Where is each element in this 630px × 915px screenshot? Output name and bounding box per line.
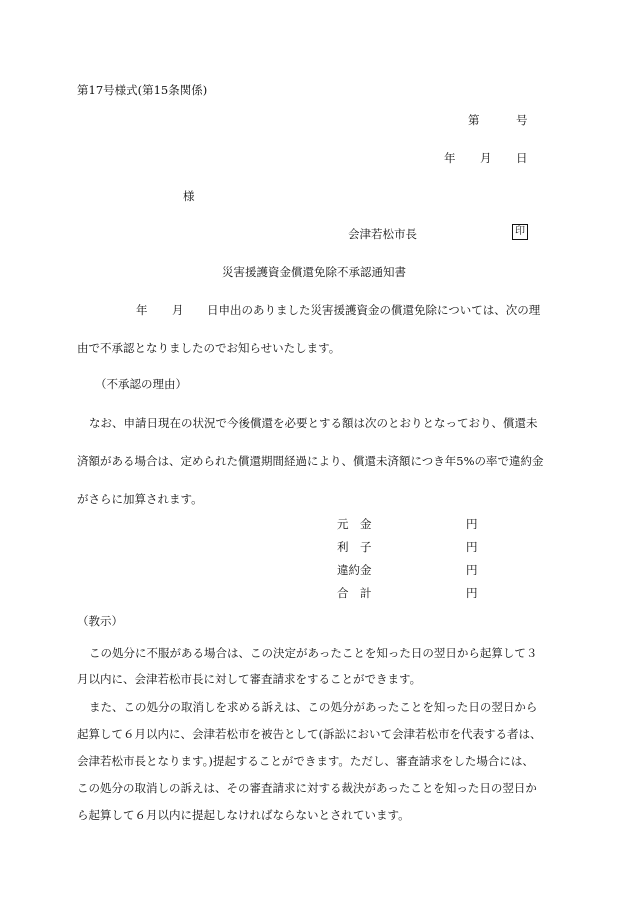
amount-unit: 円 (466, 586, 478, 600)
note-line-1: なお、申請日現在の状況で今後償還を必要とする額は次のとおりとなっており、償還未 (89, 416, 538, 430)
intro-line-2: 由で不承認となりましたのでお知らせいたします。 (77, 341, 341, 355)
reason-heading: （不承認の理由） (95, 377, 187, 391)
date-month: 月 (480, 151, 492, 165)
amount-unit: 円 (466, 540, 478, 554)
document-title: 災害援護資金償還免除不承認通知書 (222, 265, 406, 279)
date-year: 年 (444, 151, 456, 165)
intro-line-1: 日申出のありました災害援護資金の償還免除については、次の理 (207, 303, 541, 317)
date-day: 日 (516, 151, 528, 165)
instruction-line-7: ら起算して６月以内に提起しなければならないとされています。 (77, 808, 410, 822)
amount-label: 違約金 (337, 563, 372, 577)
intro-month: 月 (172, 303, 184, 317)
addressee-sama: 様 (183, 189, 195, 203)
instruction-line-1: この処分に不服がある場合は、この決定があったことを知った日の翌日から起算して３ (89, 646, 538, 660)
document-number-go: 号 (516, 113, 528, 127)
instruction-heading: （教示） (77, 614, 123, 628)
note-line-3: がさらに加算されます。 (77, 492, 203, 506)
document-number-dai: 第 (468, 113, 480, 127)
instruction-line-5: 会津若松市長となります。)提起することができます。ただし、審査請求をした場合には、 (77, 754, 534, 768)
intro-year: 年 (136, 303, 148, 317)
amount-unit: 円 (466, 563, 478, 577)
instruction-line-3: また、この処分の取消しを求める訴えは、この処分があったことを知った日の翌日から (89, 700, 538, 714)
amount-label: 利 子 (337, 540, 372, 554)
instruction-line-4: 起算して６月以内に、会津若松市を被告として(訴訟において会津若松市を代表する者は、 (77, 727, 542, 741)
amount-unit: 円 (466, 517, 478, 531)
seal-mark: 印 (512, 224, 528, 240)
instruction-line-6: この処分の取消しの訴えは、その審査請求に対する裁決があったことを知った日の翌日か (77, 781, 537, 795)
instruction-line-2: 月以内に、会津若松市長に対して審査請求をすることができます。 (77, 672, 422, 686)
amount-label: 元 金 (337, 517, 372, 531)
sender-name: 会津若松市長 (348, 227, 417, 241)
note-line-2: 済額がある場合は、定められた償還期間経過により、償還未済額につき年5%の率で違約金 (77, 454, 544, 468)
amount-label: 合 計 (337, 586, 372, 600)
form-number: 第17号様式(第15条関係) (77, 83, 208, 97)
